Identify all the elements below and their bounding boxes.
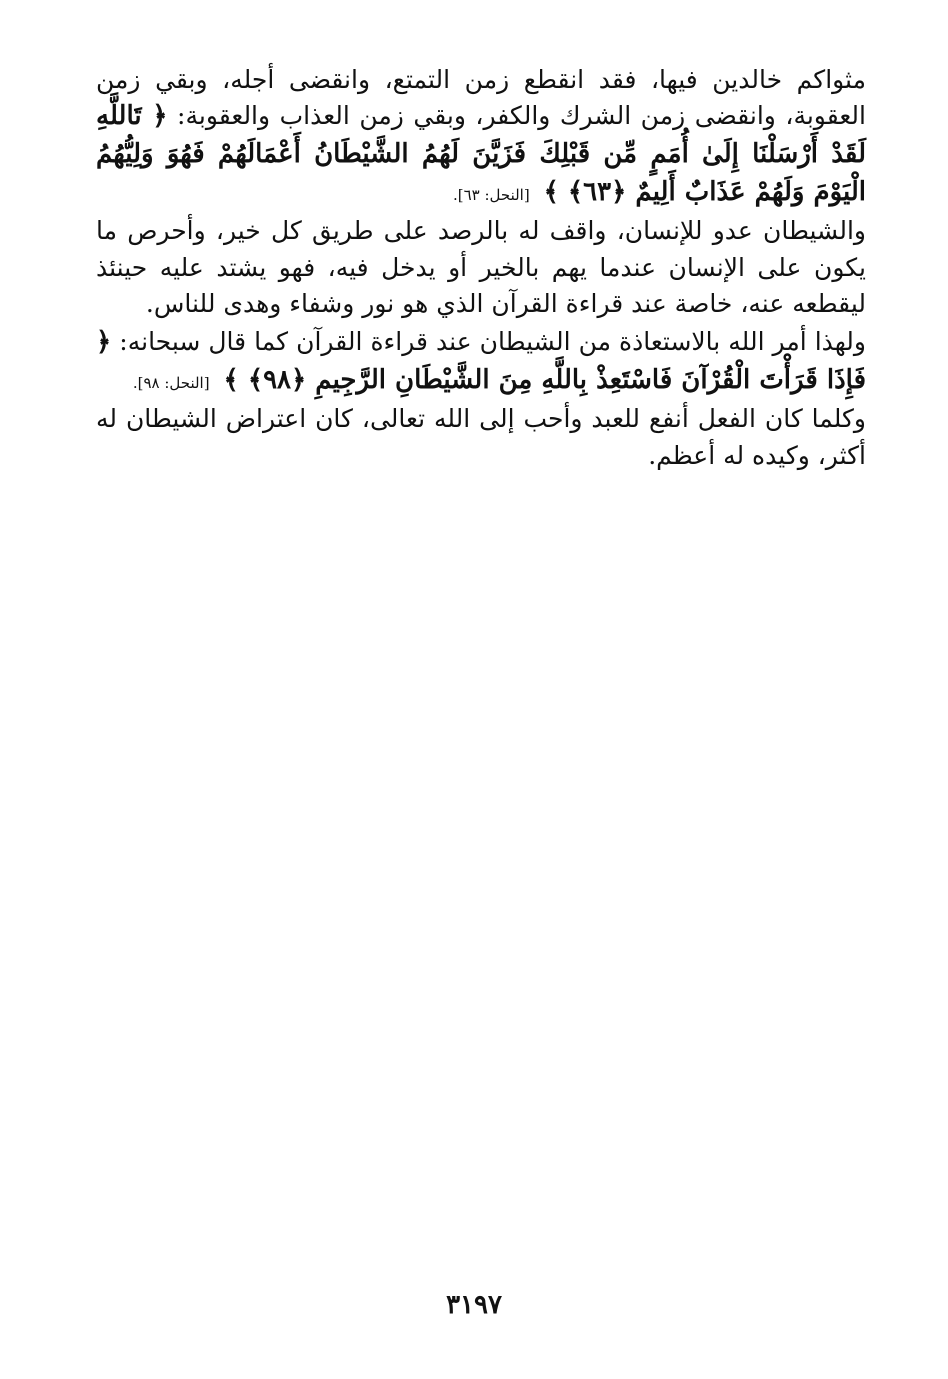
paragraph-4 <box>96 401 866 474</box>
paragraph-1 <box>96 62 866 211</box>
paragraph-1-text: مثواكم خالدين فيها، فقد انقطع زمن التمتع، وانقضى أجله، وبقي زمن العقوبة، وانقضى زمن الشرك والكفر، وبقي زمن العذاب والعقوبة: <box>96 65 866 131</box>
paragraph-2-text: والشيطان عدو للإنسان، واقف له بالرصد على طريق كل خير، وأحرص ما يكون على الإنسان عندما يهم بالخير أو يدخل فيه، فهو يشتد عليه حينئذ ليقطعه عنه، خاصة عند قراءة القرآن الذي هو نور وشفاء وهدى للناس. <box>96 216 866 318</box>
quran-verse-an-nahl-98: ﴿ فَإِذَا قَرَأْتَ الْقُرْآنَ فَاسْتَعِذْ بِاللَّهِ مِنَ الشَّيْطَانِ الرَّجِيمِ ﴿٩٨﴾ ﴾ <box>96 327 866 395</box>
paragraph-3 <box>96 324 866 399</box>
quran-verse-an-nahl-63: ﴿ تَاللَّهِ لَقَدْ أَرْسَلْنَا إِلَىٰ أُمَمٍ مِّن قَبْلِكَ فَزَيَّنَ لَهُمُ الشَّيْطَانُ أَعْمَالَهُمْ فَهُوَ وَلِيُّهُمُ الْيَوْمَ وَلَهُمْ عَذَابٌ أَلِيمٌ ﴿٦٣﴾ ﴾ <box>96 101 866 207</box>
verse-reference-an-nahl-63: [النحل: ٦٣]. <box>452 185 530 204</box>
paragraph-3-text: ولهذا أمر الله بالاستعاذة من الشيطان عند قراءة القرآن كما قال سبحانه: <box>119 327 867 357</box>
page-number: ٣١٩٧ <box>446 1290 502 1320</box>
verse-reference-an-nahl-98: [النحل: ٩٨]. <box>132 373 210 392</box>
main-text-block <box>96 62 866 476</box>
paragraph-4-text: وكلما كان الفعل أنفع للعبد وأحب إلى الله تعالى، كان اعتراض الشيطان له أكثر، وكيده له أعظم. <box>96 404 866 470</box>
paragraph-2 <box>96 213 866 322</box>
